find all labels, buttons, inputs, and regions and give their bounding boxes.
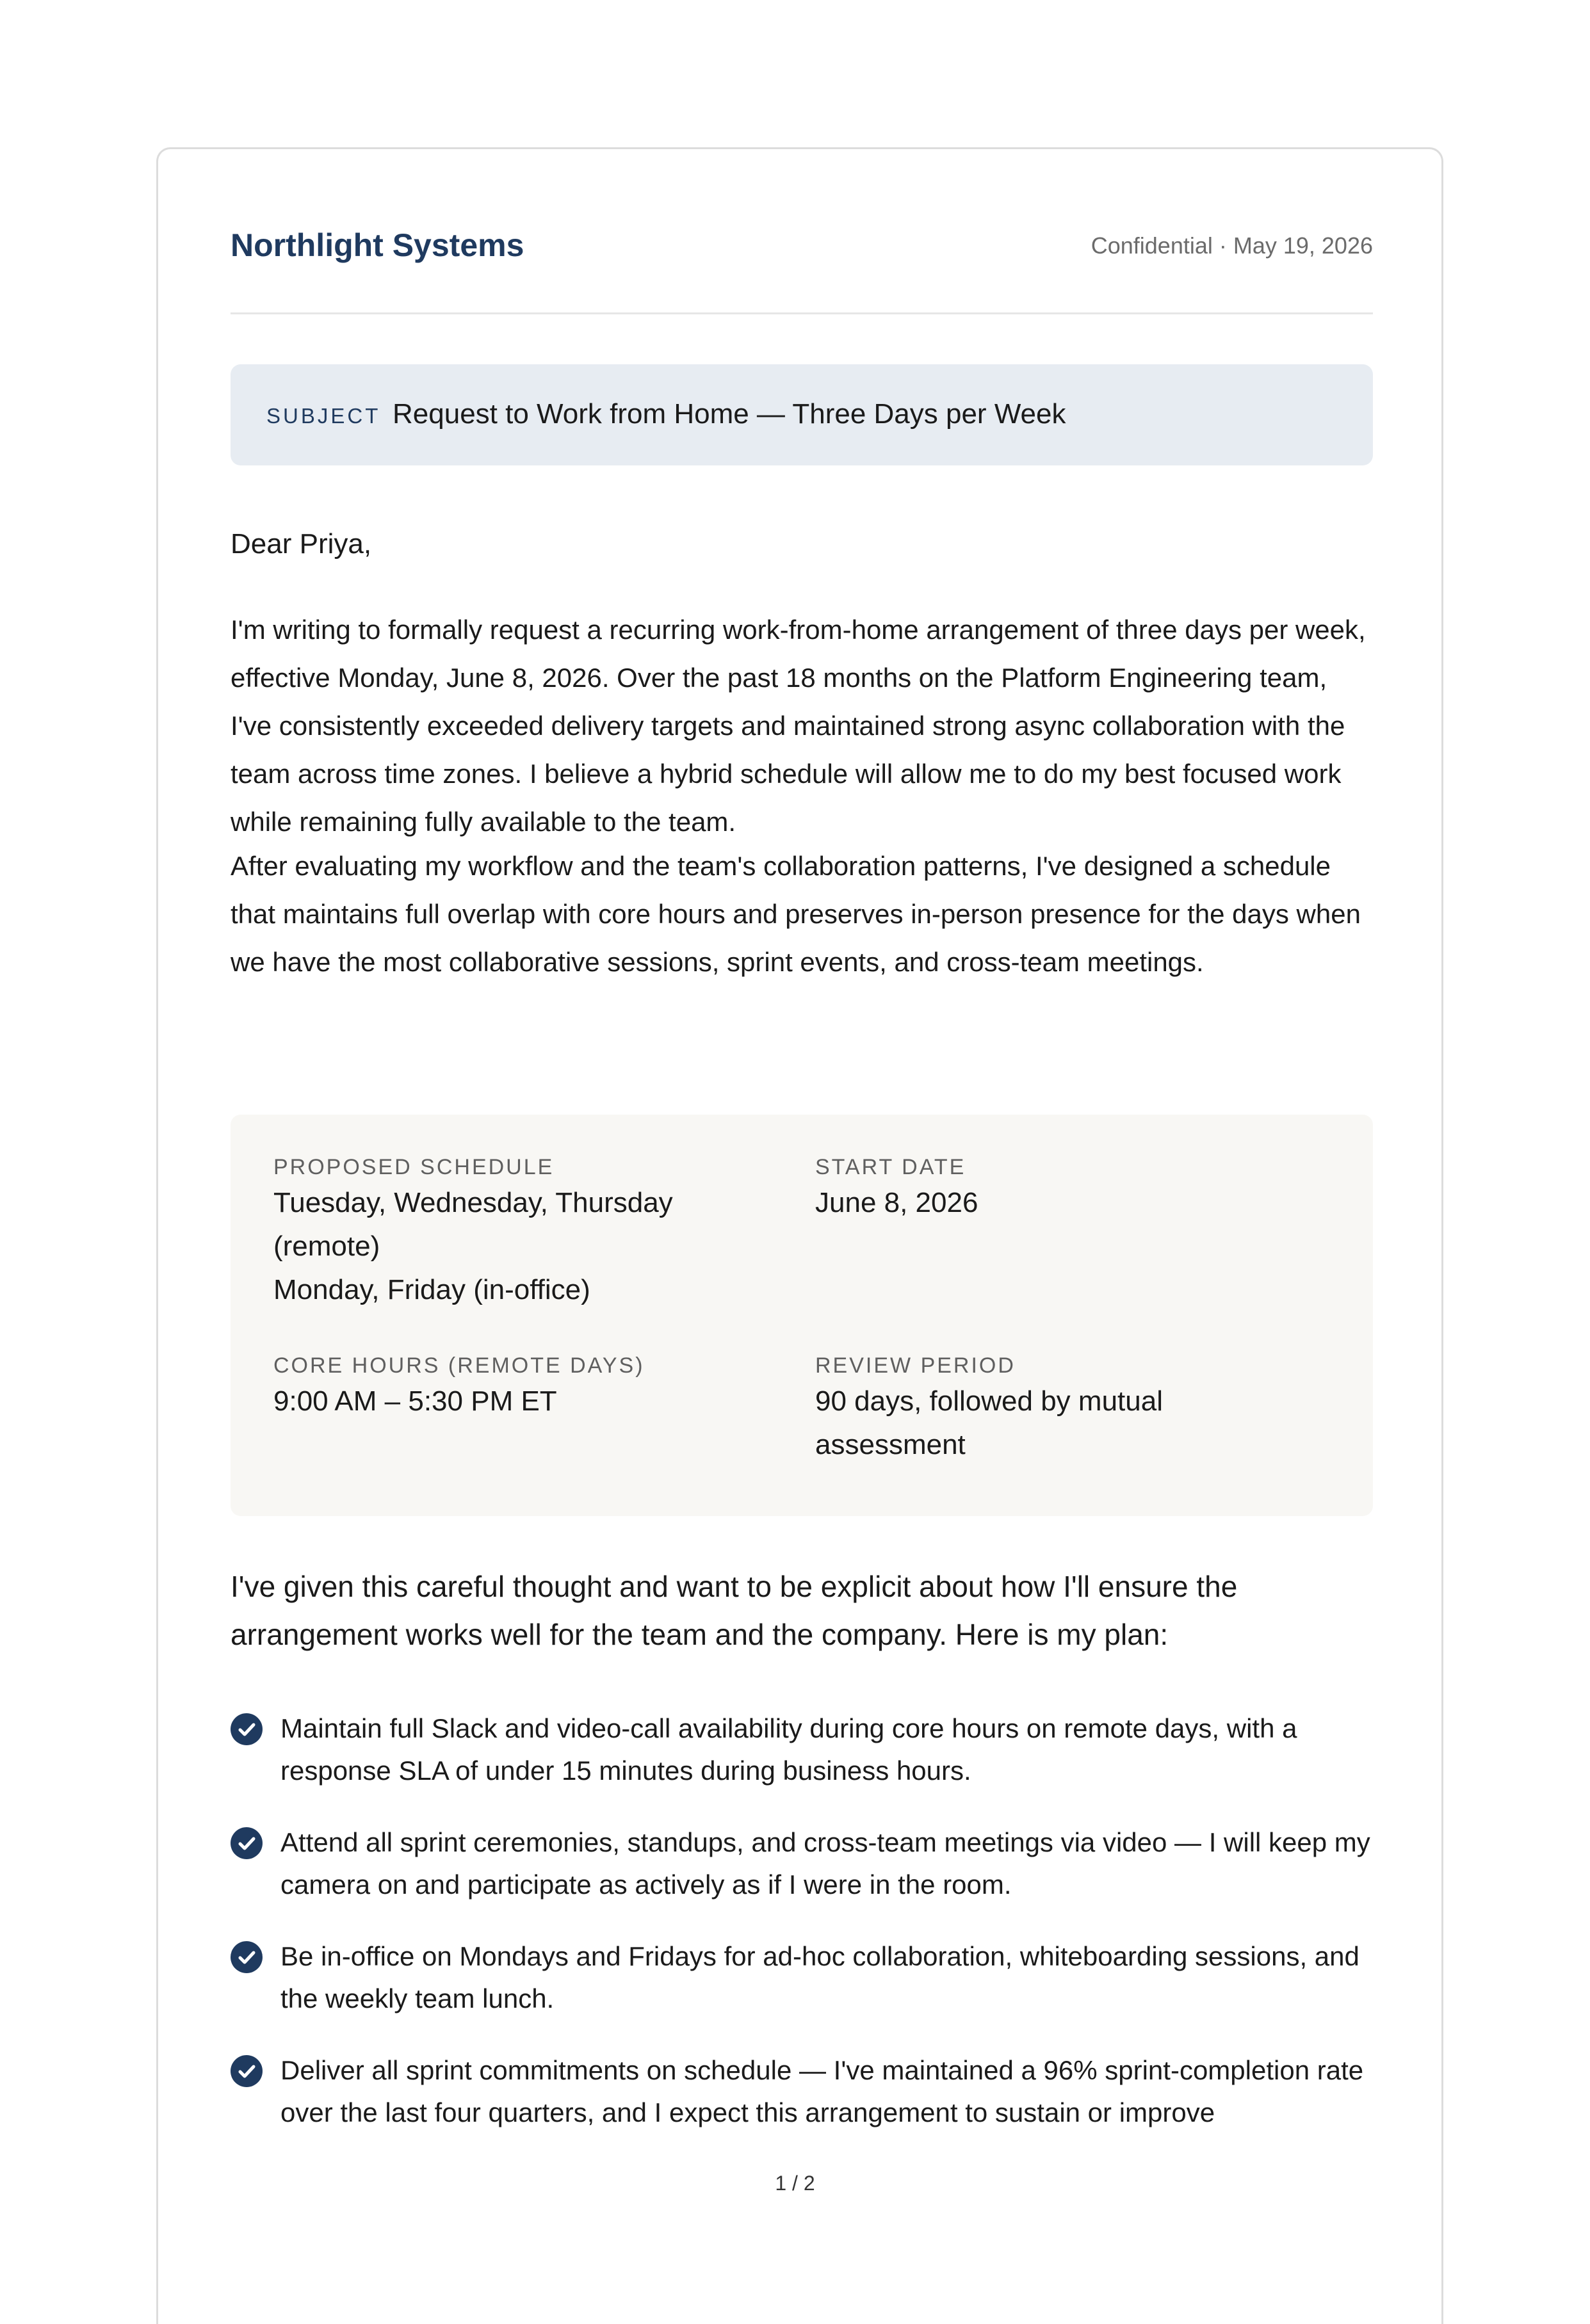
check-circle-icon [231,2055,263,2087]
plan-item-text: Maintain full Slack and video-call availability during core hours on remote days, with a response SLA of under 15 minutes during business hours. [280,1713,1297,1786]
field-label: START DATE [815,1155,966,1179]
list-item [231,1821,1373,1906]
body-paragraph: After evaluating my workflow and the team's collaboration patterns, I've designed a schedule that maintains full overlap with core hours and preserves in-person presence for the days when we have the most collaborative sessions, sprint events, and cross-team meetings. [231,851,1361,977]
check-circle-icon [231,1827,263,1859]
list-item [231,2049,1373,2134]
field-value: 90 days, followed by mutual assessment [815,1385,1163,1460]
proposed-schedule-field [273,1153,760,1312]
confidential-date: Confidential · May 19, 2026 [1091,232,1373,259]
header-divider [231,312,1373,314]
plan-item-text: Be in-office on Mondays and Fridays for ad-hoc collaboration, whiteboarding sessions, and the weekly team lunch. [280,1941,1359,2013]
field-value: June 8, 2026 [815,1187,978,1218]
field-label: REVIEW PERIOD [815,1353,1016,1378]
plan-item-text: Deliver all sprint commitments on schedule — I've maintained a 96% sprint-completion rate over the last four quarters, and I expect this arrangement to sustain or improve [280,2055,1364,2127]
start-date-field [815,1153,1302,1225]
review-period-field [815,1352,1302,1467]
subject-label: SUBJECT [266,404,381,428]
salutation: Dear Priya, [231,528,372,560]
field-value: Tuesday, Wednesday, Thursday (remote) Monday, Friday (in-office) [273,1187,673,1305]
list-item [231,1707,1373,1792]
page-number: 1 / 2 [775,2172,815,2195]
list-item [231,1935,1373,2020]
field-label: PROPOSED SCHEDULE [273,1155,555,1179]
plan-item-text: Attend all sprint ceremonies, standups, and cross-team meetings via video — I will keep my camera on and participate as actively as if I were in the room. [280,1827,1370,1900]
company-name: Northlight Systems [231,227,524,263]
plan-list [231,1707,1373,2134]
field-label: CORE HOURS (REMOTE DAYS) [273,1353,645,1378]
schedule-summary [231,1115,1373,1516]
letter-card [156,147,1443,2324]
body-paragraph: I'm writing to formally request a recurring work-from-home arrangement of three days per week, effective Monday, June 8, 2026. Over the past 18 months on the Platform Engineering team, I've consistently exceeded delivery targets and maintained strong async collaboration with the team across time zones. I believe a hybrid schedule will allow me to do my best focused work while remaining fully available to the team. [231,615,1366,837]
field-value: 9:00 AM – 5:30 PM ET [273,1385,557,1417]
check-circle-icon [231,1941,263,1973]
subject-text: Request to Work from Home — Three Days per Week [393,398,1066,430]
letter-header [231,226,1373,264]
subject-box [231,364,1373,465]
check-circle-icon [231,1713,263,1745]
core-hours-field [273,1352,760,1423]
plan-intro: I've given this careful thought and want to be explicit about how I'll ensure the arrangement works well for the team and the company. Here is my plan: [231,1570,1238,1651]
